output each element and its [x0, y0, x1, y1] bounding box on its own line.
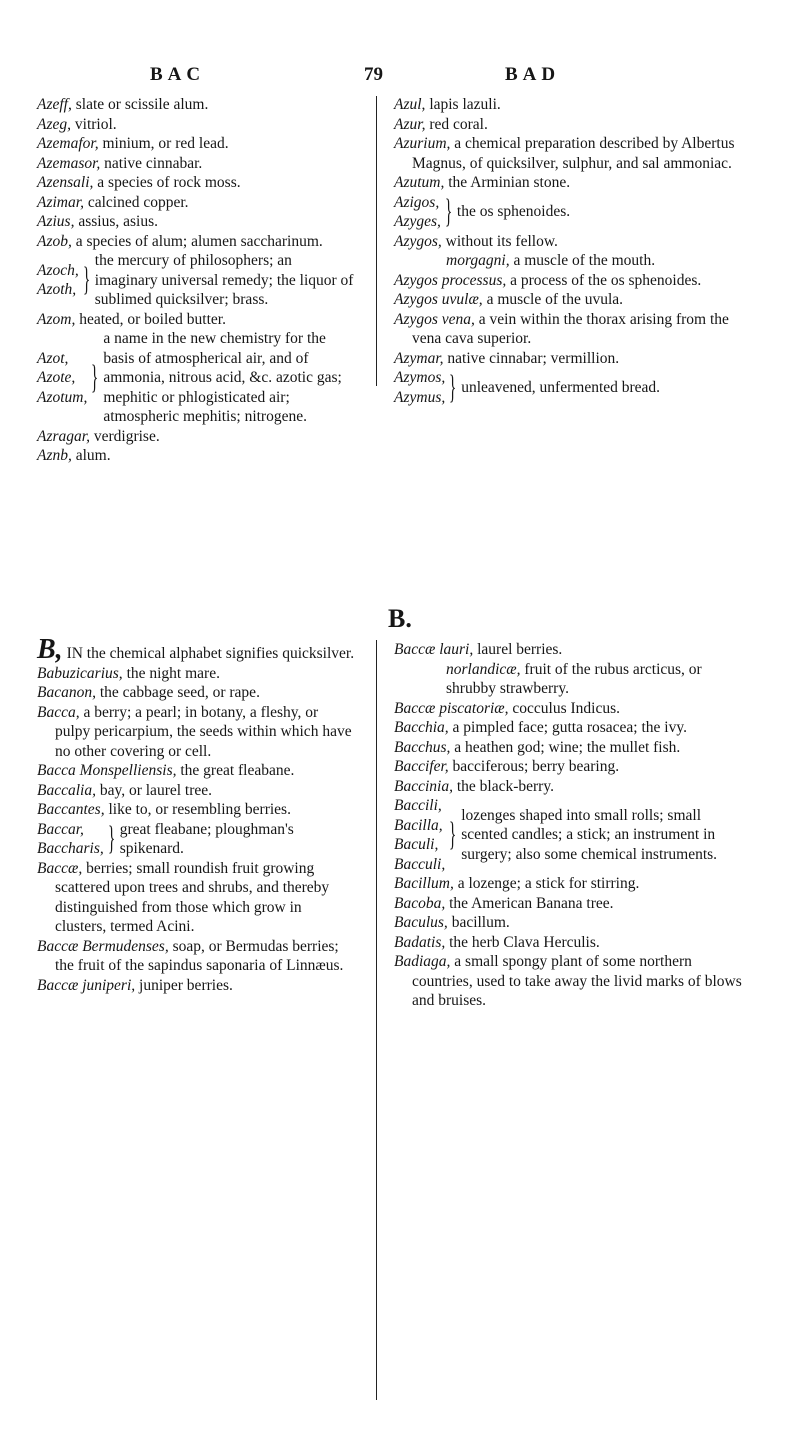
- definition: a pimpled face; gutta rosacea; the ivy.: [448, 719, 687, 736]
- brace-entry-baccar: [37, 820, 355, 859]
- entry: [394, 115, 744, 135]
- entry: [37, 937, 355, 976]
- definition: vitriol.: [71, 115, 117, 133]
- brace-headwords: [37, 820, 104, 859]
- definition: without its fellow.: [441, 232, 558, 250]
- headword: Baccifer,: [394, 758, 449, 775]
- headword: Baccæ,: [37, 859, 83, 877]
- headword: Bacca Monspelliensis,: [37, 762, 177, 779]
- definition: a muscle of the mouth.: [509, 252, 656, 269]
- sub-entry: [394, 660, 744, 699]
- entry: [37, 446, 355, 466]
- definition: calcined copper.: [83, 193, 189, 211]
- headword: norlandicæ,: [446, 660, 521, 678]
- brace-symbol: }: [449, 368, 457, 406]
- entry: [37, 173, 355, 193]
- entry: [394, 349, 744, 369]
- brace-entry-azoch: [37, 251, 355, 310]
- definition: red coral.: [425, 115, 488, 133]
- entry: [394, 894, 744, 914]
- definition: great fleabane; ploughman's spikenard.: [119, 820, 294, 857]
- headword: Azemasor,: [37, 154, 101, 172]
- headword: Azragar,: [37, 427, 90, 445]
- headword: Azigos,: [394, 193, 440, 211]
- definition: a heathen god; wine; the mullet fish.: [450, 738, 681, 756]
- entry: [394, 290, 744, 310]
- definition: a name in the new chemistry for the basis of atmospherical air, and of ammonia, nitrous acid, &c. azotic gas; mephitic or phlogisticated air; atmospheric mephitis; nitrogene.: [103, 330, 342, 425]
- headword: Baccinia,: [394, 777, 453, 795]
- headword: Bacanon,: [37, 684, 96, 701]
- brace-headwords: [394, 796, 445, 874]
- entry: [37, 703, 355, 762]
- headword: Baccæ piscatoriæ,: [394, 699, 509, 717]
- definition: berries; small roundish fruit growing scattered upon trees and shrubs, and thereby distinguished from those which grow in clusters, termed Acini.: [55, 859, 330, 935]
- definition: a species of rock moss.: [93, 174, 241, 191]
- definition: cocculus Indicus.: [508, 699, 621, 717]
- headword: Baccantes,: [37, 801, 105, 818]
- headword: Azoch,: [37, 261, 79, 279]
- entry: [37, 859, 355, 937]
- definition: native cinnabar; vermillion.: [443, 349, 620, 367]
- headword: Azymar,: [394, 349, 444, 367]
- definition: the great fleabane.: [176, 762, 295, 779]
- definition: juniper berries.: [135, 976, 233, 994]
- column-1: [37, 95, 355, 466]
- entry: [37, 634, 355, 665]
- entry: [394, 310, 744, 349]
- entry: [37, 134, 355, 154]
- entry: [37, 761, 355, 781]
- headword: Azygos processus,: [394, 271, 507, 289]
- headword: Baccharis,: [37, 840, 104, 857]
- definition: a vein within the thorax arising from the vena cava superior.: [412, 310, 729, 347]
- definition: the night mare.: [122, 664, 220, 682]
- headword: Bacilla,: [394, 816, 443, 834]
- definition: soap, or Bermudas berries; the fruit of the sapindus saponaria of Linnæus.: [55, 937, 344, 974]
- entry: [394, 777, 744, 797]
- entry: [37, 212, 355, 232]
- headword: Baculus,: [394, 914, 448, 931]
- headword: Baccæ Bermudenses,: [37, 937, 169, 955]
- headword: Bacchia,: [394, 719, 449, 736]
- definition: bacillum.: [447, 914, 510, 931]
- headword: Baculi,: [394, 836, 439, 853]
- entry: [37, 781, 355, 801]
- definition: verdigrise.: [89, 427, 160, 445]
- headword: Azom,: [37, 310, 76, 328]
- definition: slate or scissile alum.: [71, 96, 209, 113]
- brace-entry-azymos: [394, 368, 744, 407]
- entry: [394, 913, 744, 933]
- definition: bay, or laurel tree.: [95, 781, 213, 799]
- definition: a muscle of the uvula.: [482, 291, 624, 308]
- headword: Badiaga,: [394, 953, 451, 970]
- definition: a small spongy plant of some northern countries, used to take away the livid marks of blows and bruises.: [412, 953, 742, 1009]
- headword: Azius,: [37, 213, 75, 230]
- definition: the black-berry.: [452, 777, 554, 795]
- drop-letter: B,: [37, 634, 63, 665]
- headword: Bacillum,: [394, 875, 454, 892]
- headword: Baccili,: [394, 797, 442, 814]
- column-4: [394, 640, 744, 1011]
- brace-symbol: }: [107, 820, 115, 857]
- entry: [394, 874, 744, 894]
- definition: IN the chemical alphabet signifies quicksilver.: [62, 645, 355, 662]
- entry: [394, 699, 744, 719]
- entry: [394, 640, 744, 660]
- headword: Baccæ juniperi,: [37, 976, 136, 994]
- entry: [37, 427, 355, 447]
- entry: [394, 952, 744, 1011]
- brace-headwords: [37, 349, 87, 408]
- headword: Baccalia,: [37, 781, 96, 799]
- brace-symbol: }: [449, 816, 457, 853]
- headword: Bacchus,: [394, 738, 451, 756]
- definition: the American Banana tree.: [445, 894, 614, 912]
- headword: morgagni,: [446, 252, 510, 269]
- headword: Bacca,: [37, 703, 80, 721]
- entry: [37, 664, 355, 684]
- definition: a berry; a pearl; in botany, a fleshy, or pulpy pericarpium, the seeds within which have no other covering or cell.: [55, 703, 352, 760]
- column-2: [394, 95, 744, 407]
- entry: [394, 933, 744, 953]
- definition: unleavened, unfermented bread.: [461, 378, 661, 396]
- brace-headwords: [394, 368, 445, 407]
- headword: Badatis,: [394, 933, 446, 951]
- headword: Azoth,: [37, 281, 77, 299]
- definition: the Arminian stone.: [444, 174, 571, 191]
- entry: [394, 738, 744, 758]
- definition: the os sphenoides.: [456, 203, 571, 221]
- entry: [394, 232, 744, 252]
- entry: [394, 134, 744, 173]
- headword: Azutum,: [394, 174, 445, 191]
- definition: a process of the os sphenoides.: [506, 271, 702, 289]
- headword: Azeg,: [37, 115, 72, 133]
- definition: the mercury of philosophers; an imaginary universal remedy; the liquor of sublimed quicksilver; brass.: [94, 252, 354, 308]
- definition: native cinnabar.: [100, 154, 203, 172]
- definition: lapis lazuli.: [425, 96, 501, 113]
- entry: [394, 173, 744, 193]
- column-3: [37, 634, 355, 995]
- entry: [37, 154, 355, 174]
- headword: Azotum,: [37, 388, 88, 406]
- headword: Azygos,: [394, 232, 442, 250]
- brace-entry-azot: [37, 329, 355, 427]
- definition: lozenges shaped into small rolls; small scented candles; a stick; an instrument in surgery; also some chemical instruments.: [461, 806, 718, 863]
- headword: Bacoba,: [394, 894, 446, 912]
- entry: [37, 115, 355, 135]
- entry: [394, 757, 744, 777]
- headword: Azygos uvulæ,: [394, 291, 483, 308]
- definition: a species of alum; alumen saccharinum.: [71, 232, 323, 250]
- definition: like to, or resembling berries.: [104, 801, 291, 818]
- headword: Azimar,: [37, 193, 84, 211]
- column-rule-bottom: [376, 640, 377, 1400]
- definition: minium, or red lead.: [98, 135, 229, 152]
- page-number: 79: [364, 64, 383, 85]
- headword: Azot,: [37, 349, 69, 367]
- entry: [37, 232, 355, 252]
- entry: [37, 310, 355, 330]
- definition: assius, asius.: [74, 213, 159, 230]
- definition: the cabbage seed, or rape.: [95, 684, 260, 701]
- headword: Babuzicarius,: [37, 664, 123, 682]
- headword: Azemafor,: [37, 135, 99, 152]
- brace-entry-baccili: [394, 796, 744, 874]
- entry: [37, 976, 355, 996]
- entry: [394, 95, 744, 115]
- definition: heated, or boiled butter.: [75, 310, 226, 328]
- entry: [394, 271, 744, 291]
- section-letter: B.: [388, 604, 412, 633]
- brace-symbol: }: [91, 358, 99, 396]
- headword: Azurium,: [394, 135, 451, 152]
- definition: alum.: [71, 447, 111, 464]
- definition: fruit of the rubus arcticus, or shrubby strawberry.: [446, 660, 702, 697]
- column-rule-top: [376, 96, 377, 386]
- definition: bacciferous; berry bearing.: [448, 758, 620, 775]
- headword: Azyges,: [394, 213, 441, 230]
- sub-entry: [394, 251, 744, 271]
- entry: [37, 193, 355, 213]
- header-right-guide: BAD: [505, 64, 561, 85]
- headword: Azymos,: [394, 369, 446, 386]
- definition: laurel berries.: [473, 641, 563, 658]
- headword: Azymus,: [394, 388, 446, 406]
- header-left-guide: BAC: [150, 64, 206, 85]
- headword: Bacculi,: [394, 855, 446, 873]
- headword: Azob,: [37, 232, 72, 250]
- definition: a chemical preparation described by Albertus Magnus, of quicksilver, sulphur, and sal ammoniac.: [412, 135, 735, 172]
- brace-headwords: [37, 261, 79, 300]
- entry: [37, 683, 355, 703]
- definition: a lozenge; a stick for stirring.: [453, 875, 640, 892]
- headword: Aznb,: [37, 447, 72, 464]
- definition: the herb Clava Herculis.: [445, 933, 600, 951]
- headword: Azote,: [37, 369, 76, 386]
- headword: Azensali,: [37, 174, 94, 191]
- headword: Baccæ lauri,: [394, 641, 474, 658]
- brace-symbol: }: [444, 193, 453, 230]
- headword: Baccar,: [37, 820, 84, 838]
- headword: Azygos vena,: [394, 310, 475, 328]
- entry: [37, 95, 355, 115]
- entry: [394, 718, 744, 738]
- headword: Azul,: [394, 96, 426, 113]
- entry: [37, 800, 355, 820]
- brace-entry-azigos: [394, 193, 744, 232]
- headword: Azur,: [394, 115, 426, 133]
- running-header: [0, 64, 800, 88]
- brace-headwords: [394, 193, 441, 232]
- brace-symbol: }: [82, 261, 90, 299]
- headword: Azeff,: [37, 96, 72, 113]
